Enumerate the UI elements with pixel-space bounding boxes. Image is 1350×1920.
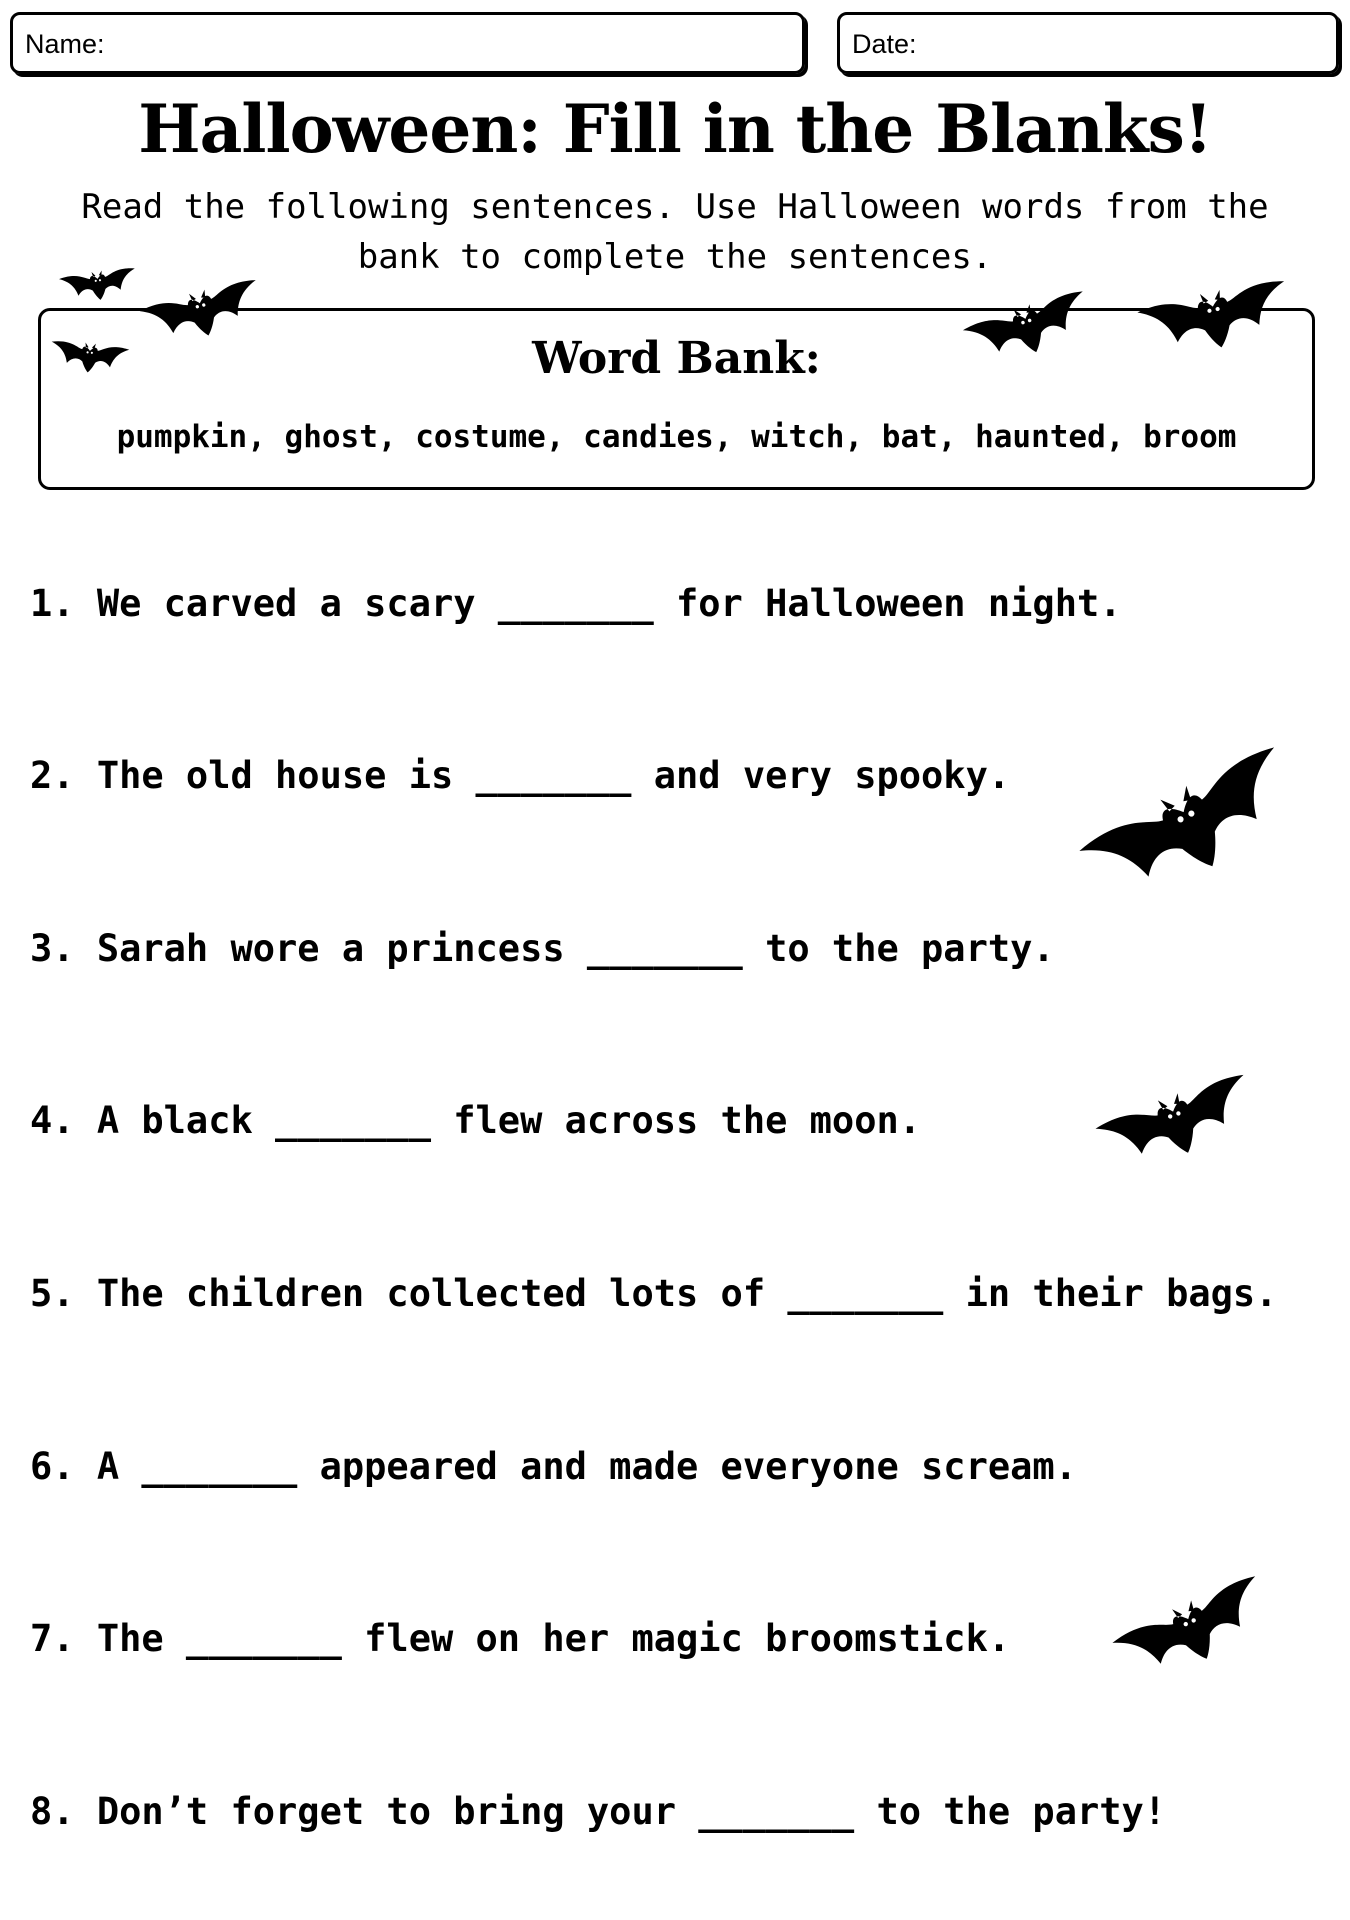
- question-7: 7. The _______ flew on her magic broomstick.: [30, 1617, 1011, 1660]
- instructions-text: Read the following sentences. Use Halloween words from the bank to complete the sentences.: [81, 187, 1269, 277]
- bat-icon: [1039, 686, 1326, 933]
- bat-icon: [44, 320, 137, 381]
- bat-icon: [1086, 1533, 1289, 1702]
- question-6: 6. A _______ appeared and made everyone scream.: [30, 1445, 1077, 1488]
- question-4: 4. A black _______ flew across the moon.: [30, 1099, 922, 1142]
- date-label: Date:: [852, 29, 917, 59]
- question-8: 8. Don’t forget to bring your _______ to the party!: [30, 1790, 1167, 1833]
- word-bank-words: pumpkin, ghost, costume, candies, witch, bat, haunted, broom: [116, 419, 1237, 455]
- page-title: Halloween: Fill in the Blanks!: [138, 90, 1212, 168]
- bat-icon: [1071, 1028, 1273, 1191]
- question-5: 5. The children collected lots of _______ in their bags.: [30, 1272, 1278, 1315]
- question-1: 1. We carved a scary _______ for Halloween night.: [30, 582, 1122, 625]
- date-field[interactable]: [837, 12, 1339, 74]
- name-label: Name:: [25, 29, 105, 59]
- name-field[interactable]: [10, 12, 805, 74]
- question-2: 2. The old house is _______ and very spooky.: [30, 754, 1011, 797]
- word-bank-title: Word Bank:: [532, 333, 821, 384]
- question-3: 3. Sarah wore a princess _______ to the party.: [30, 927, 1055, 970]
